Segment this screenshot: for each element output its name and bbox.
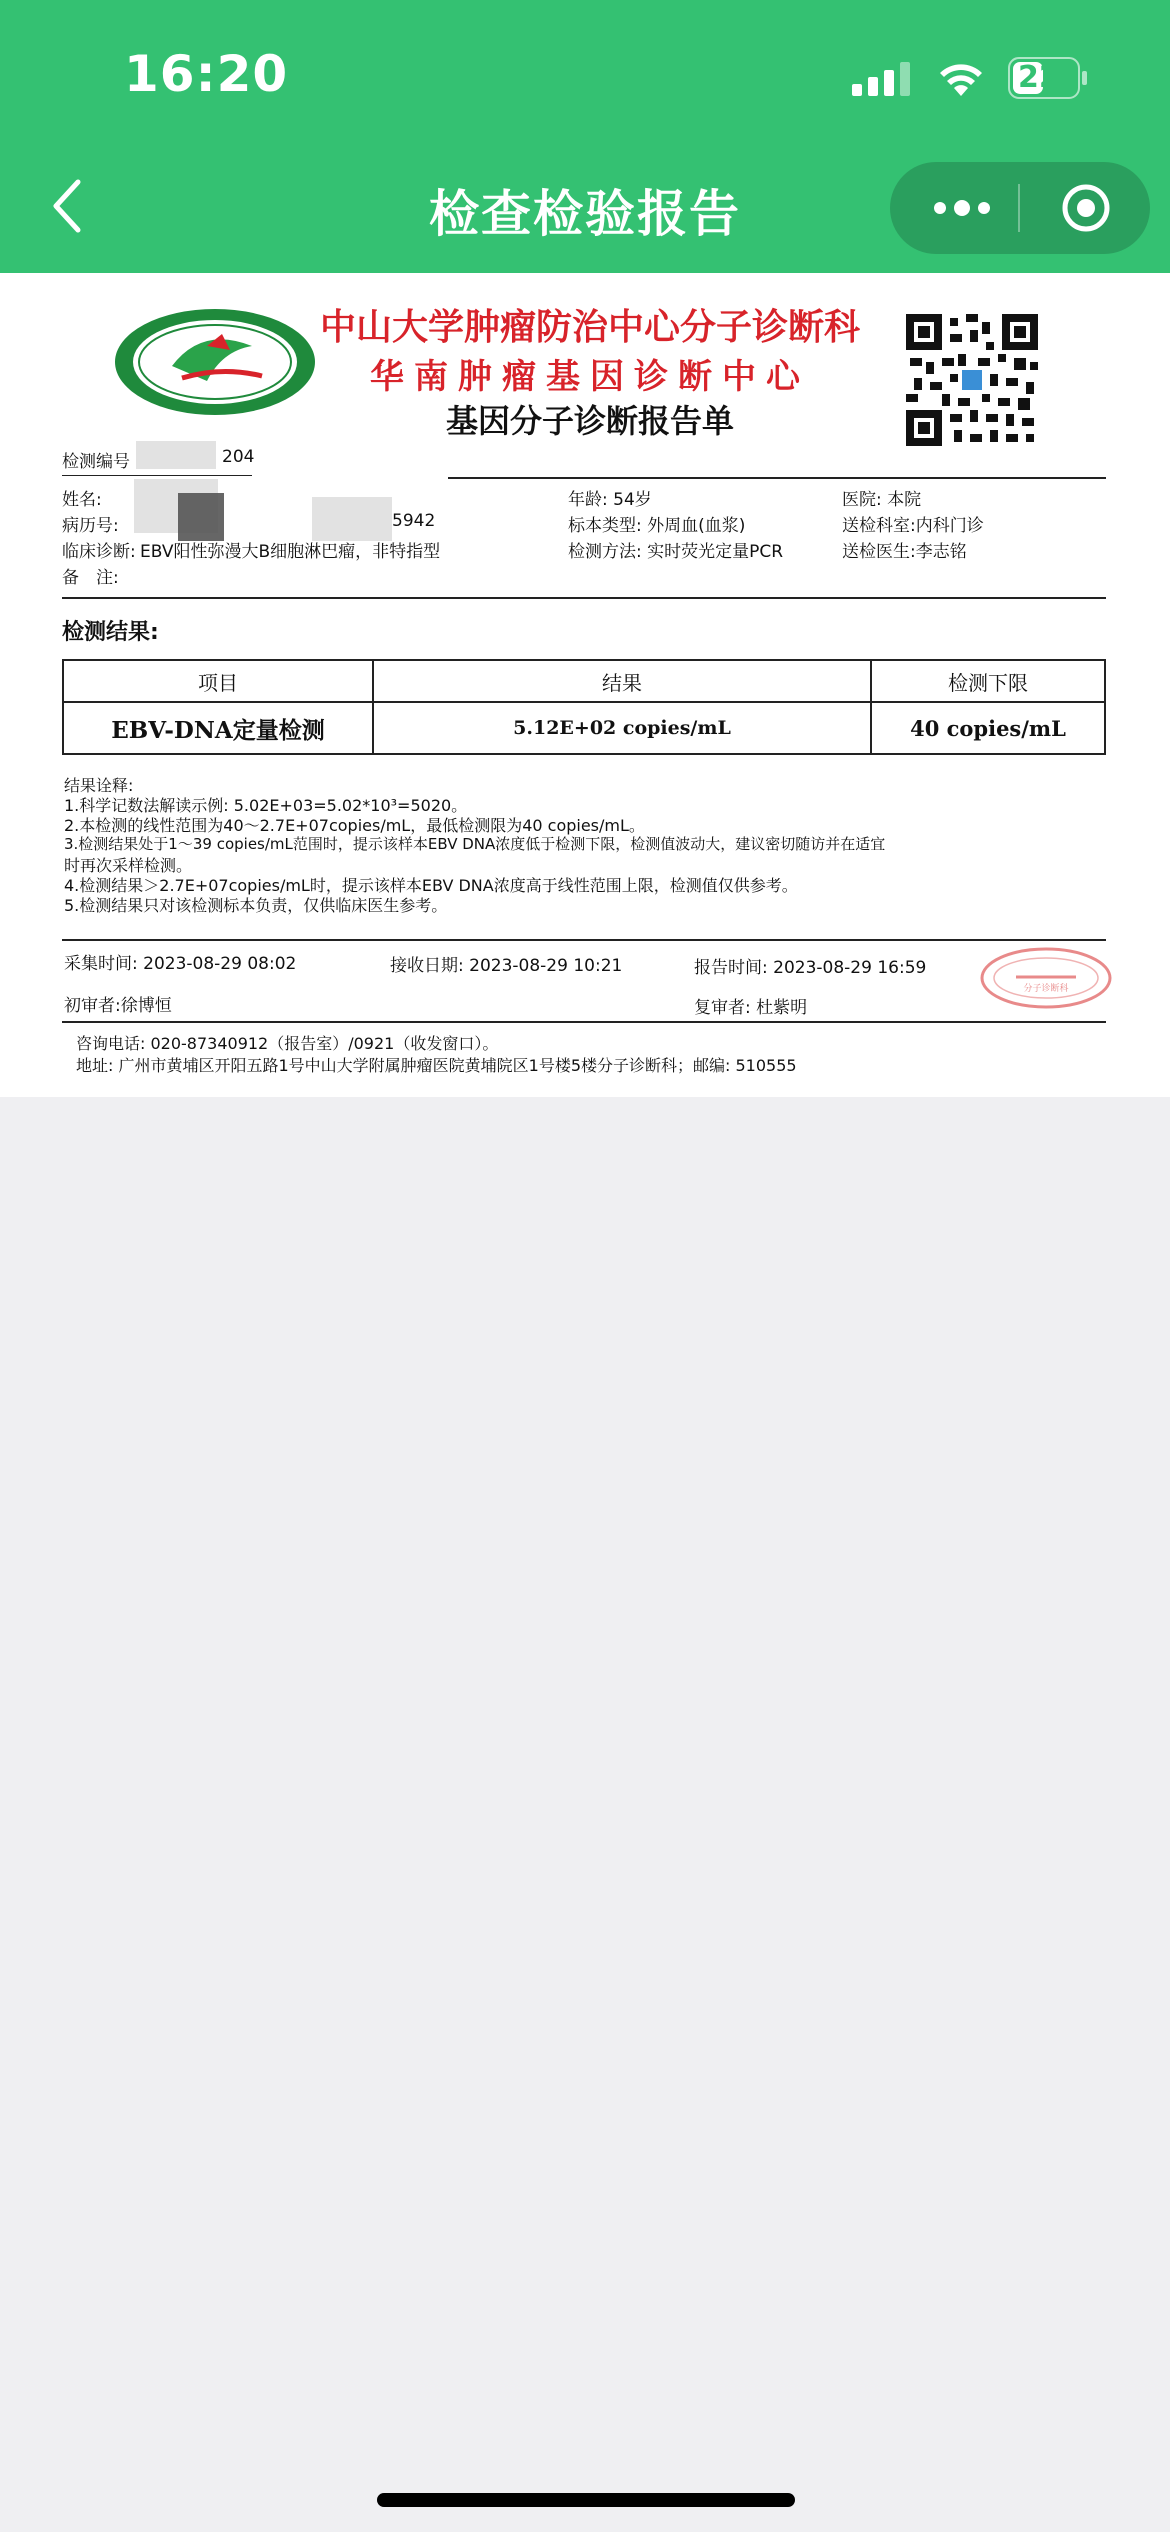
table-cell-item: EBV-DNA定量检测 (63, 702, 373, 754)
notes-title: 结果诠释: (64, 776, 134, 795)
divider (62, 597, 1106, 599)
note-line: 3.检测结果处于1～39 copies/mL范围时，提示该样本EBV DNA浓度低于检测下限，检测值波动大，建议密切随访并在适宜 (64, 835, 886, 853)
table-header: 结果 (373, 660, 871, 702)
first-reviewer: 初审者:徐博恒 (64, 996, 172, 1016)
table-cell-limit: 40 copies/mL (871, 702, 1105, 754)
table-header: 项目 (63, 660, 373, 702)
stamp-text: 分子诊断科 (1023, 984, 1069, 994)
report-title: 基因分子诊断报告单 (445, 402, 734, 440)
department: 送检科室:内科门诊 (842, 516, 984, 536)
age: 年龄: 54岁 (568, 490, 652, 510)
note-line: 4.检测结果＞2.7E+07copies/mL时，提示该样本EBV DNA浓度高于线性范围上限，检测值仅供参考。 (64, 876, 798, 895)
doctor: 送检医生:李志铭 (842, 542, 967, 562)
collect-time: 采集时间: 2023-08-29 08:02 (64, 954, 297, 974)
wifi-icon (936, 58, 986, 98)
battery-icon (1008, 57, 1088, 99)
redacted-block (312, 497, 392, 541)
results-table (62, 659, 1106, 755)
divider (62, 1021, 1106, 1023)
home-indicator (377, 2493, 795, 2507)
redacted-test-no (136, 441, 216, 469)
contact-phone: 咨询电话: 020-87340912（报告室）/0921（收发窗口）。 (76, 1034, 499, 1053)
table-cell-result: 5.12E+02 copies/mL (373, 702, 871, 754)
second-reviewer: 复审者: 杜紫明 (694, 998, 808, 1018)
more-icon[interactable] (930, 190, 994, 226)
note-line: 1.科学记数法解读示例: 5.02E+03=5.02*10³=5020。 (64, 796, 468, 815)
note-line: 时再次采样检测。 (64, 856, 193, 875)
battery-level: 22 (1018, 60, 1060, 95)
note-line: 2.本检测的线性范围为40～2.7E+07copies/mL，最低检测限为40 copies/mL。 (64, 816, 645, 835)
divider (448, 477, 1106, 479)
qr-code (906, 314, 1038, 446)
hospital-logo (112, 306, 318, 418)
test-method: 检测方法: 实时荧光定量PCR (568, 542, 784, 562)
report-document (0, 273, 1170, 1097)
results-heading: 检测结果: (62, 620, 159, 645)
address: 地址: 广州市黄埔区开阳五路1号中山大学附属肿瘤医院黄埔院区1号楼5楼分子诊断科；邮编: 510555 (76, 1056, 797, 1075)
mini-program-capsule (890, 162, 1150, 254)
divider (62, 939, 1106, 941)
name-label: 姓名: (62, 490, 102, 510)
close-miniprogram-icon[interactable] (1060, 182, 1112, 234)
org-name-line2: 华南肿瘤基因诊断中心 (370, 357, 810, 397)
sample-type: 标本类型: 外周血(血浆) (568, 516, 746, 536)
status-time: 16:20 (124, 45, 289, 103)
hospital-stamp (978, 945, 1114, 1011)
diagnosis-value: EBV阳性弥漫大B细胞淋巴瘤，非特指型 (140, 542, 441, 562)
record-suffix: 5942 (392, 511, 436, 531)
hospital: 医院: 本院 (842, 490, 922, 510)
cellular-signal-icon (852, 62, 916, 96)
capsule-divider (1018, 184, 1020, 232)
note-line: 5.检测结果只对该检测标本负责，仅供临床医生参考。 (64, 896, 448, 915)
diagnosis-label: 临床诊断: (62, 542, 136, 562)
table-header: 检测下限 (871, 660, 1105, 702)
report-time: 报告时间: 2023-08-29 16:59 (694, 958, 927, 978)
org-name-line1: 中山大学肿瘤防治中心分子诊断科 (320, 306, 861, 348)
redacted-block (178, 493, 224, 541)
record-label: 病历号: (62, 516, 119, 536)
remark-label: 备 注: (62, 568, 119, 588)
divider (62, 475, 252, 476)
page-title: 检查检验报告 (429, 185, 741, 243)
test-no-suffix: 204 (222, 447, 255, 467)
test-no-label: 检测编号 (62, 452, 130, 472)
receive-time: 接收日期: 2023-08-29 10:21 (390, 956, 623, 976)
header-bar (0, 0, 1170, 273)
